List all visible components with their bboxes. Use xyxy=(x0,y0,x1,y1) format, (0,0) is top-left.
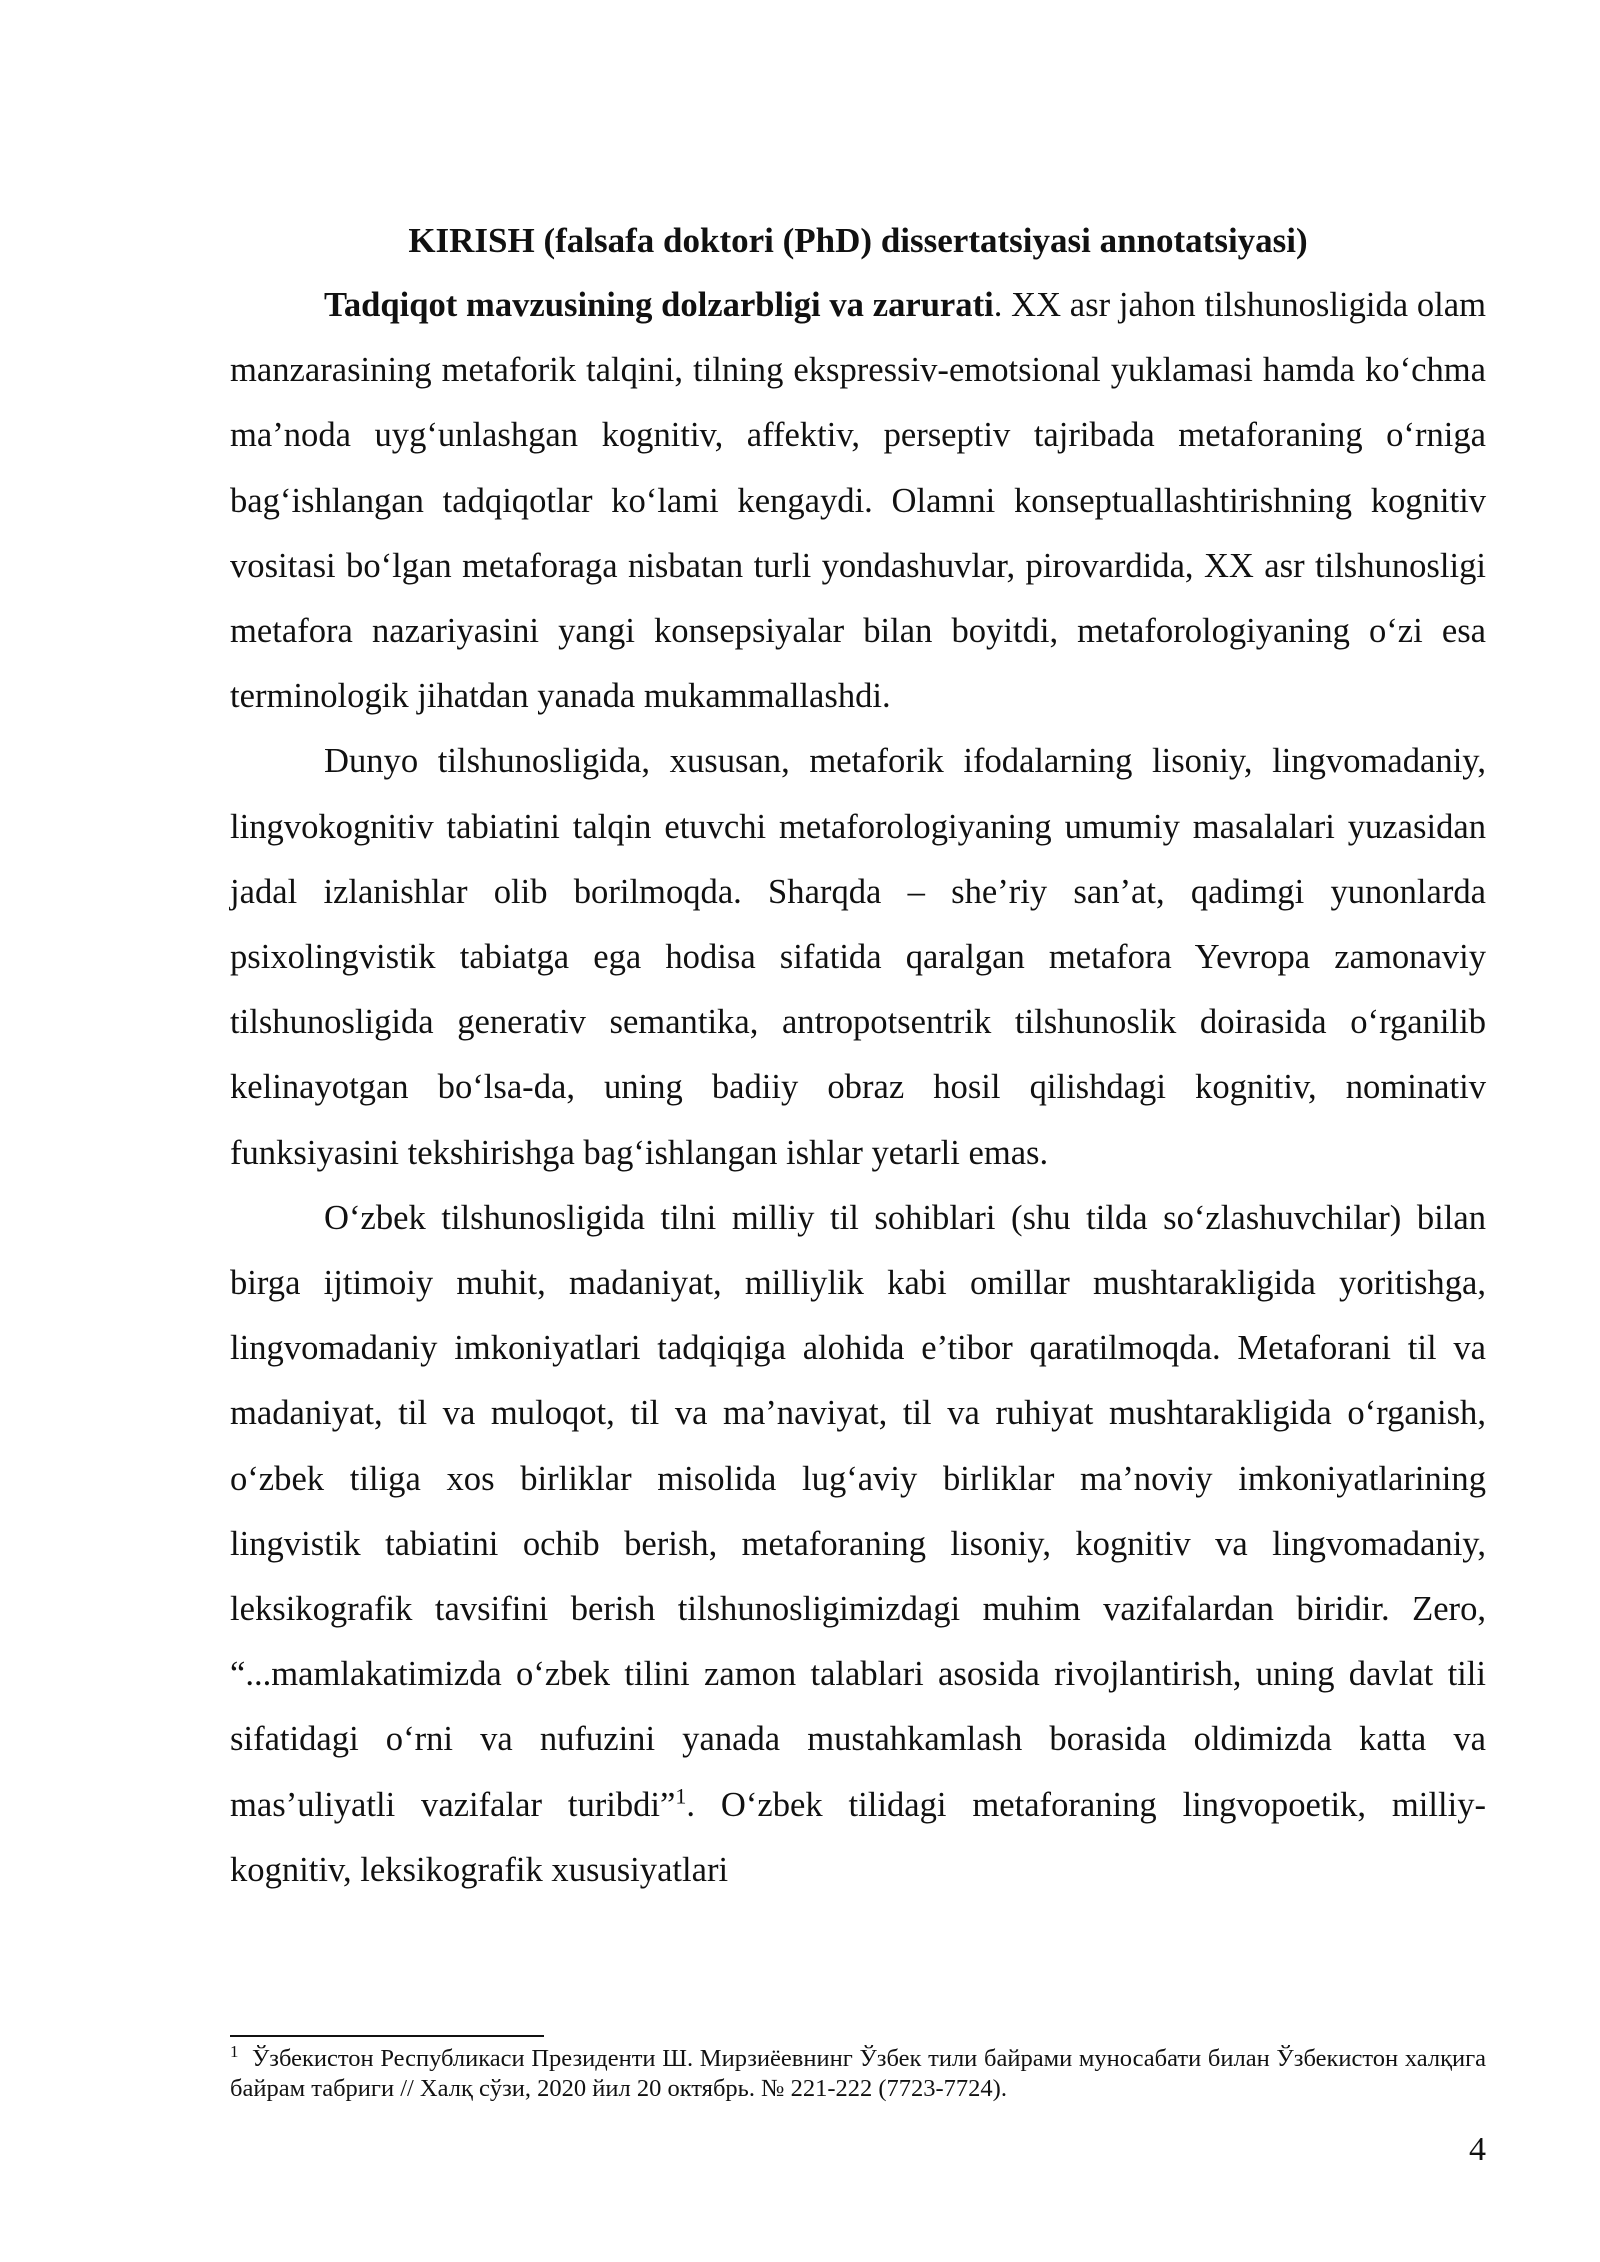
footnote-number: 1 xyxy=(230,2041,239,2061)
paragraph-uzbek-linguistics xyxy=(230,1186,1486,1903)
footnote-text: Ўзбекистон Республикаси Президенти Ш. Мирзиёевнинг Ўзбек тили байрами муносабати билан Ўзбекистон халқига байрам табриги // Халқ сўзи, 2020 йил 20 октябрь. № 221-222 (7723-7724). xyxy=(230,2045,1487,2102)
page-number: 4 xyxy=(1469,2131,1486,2168)
page-body xyxy=(230,208,1486,1903)
paragraph-text: Dunyo tilshunosligida, xususan, metaforik ifodalarning lisoniy, lingvomadaniy, lingvokognitiv tabiatini talqin etuvchi metaforologiyaning umumiy masalalari yuzasidan jadal izlanishlar olib borilmoqda. Sharqda – she’riy san’at, qadimgi yunonlarda psixolingvistik tabiatga ega hodisa sifatida qaralgan metafora Yevropa zamonaviy tilshunosligida generativ semantika, antropotsentrik tilshunoslik doirasida o‘rganilib kelinayotgan bo‘lsa-da, uning badiiy obraz hosil qilishdagi kognitiv, nominativ funksiyasini tekshirishga bag‘ishlangan ishlar yetarli emas. xyxy=(230,742,1486,1172)
paragraph-text: . O‘zbek tilidagi metaforaning lingvopoetik, milliy-kognitiv, leksikografik xususiyatlari xyxy=(230,1785,1487,1889)
paragraph-text: O‘zbek tilshunosligida tilni milliy til sohiblari (shu tilda so‘zlashuvchilar) bilan birga ijtimoiy muhit, madaniyat, milliylik kabi omillar mushtarakligida yoritishga, lingvomadaniy imkoniyatlari tadqiqiga alohida e’tibor qaratilmoqda. Metaforani til va madaniyat, til va muloqot, til va ma’naviyat, til va ruhiyat mushtarakligida o‘rganish, o‘zbek tiliga xos birliklar misolida lug‘aviy birliklar ma’noviy imkoniyatlarining lingvistik tabiatini ochib berish, metaforaning lisoniy, kognitiv va lingvomadaniy, leksikografik tavsifini berish tilshunosligimizdagi muhim vazifalardan biridir. Zero, “...mamlakatimizda o‘zbek tilini zamon talablari asosida rivojlantirish, uning davlat tili sifatidagi o‘rni va nufuzini yanada mustahkamlash borasida oldimizda katta va mas’uliyatli vazifalar turibdi” xyxy=(230,1198,1486,1824)
footnote-reference[interactable]: 1 xyxy=(675,1783,687,1809)
paragraph-relevance xyxy=(230,273,1486,729)
footnote-separator xyxy=(230,2035,544,2037)
paragraph-world-linguistics xyxy=(230,729,1486,1185)
paragraph-text: . XX asr jahon tilshunosligida olam manzarasining metaforik talqini, tilning ekspressiv-emotsional yuklamasi hamda ko‘chma ma’noda uyg‘unlashgan kognitiv, affektiv, perseptiv tajribada metaforaning o‘rniga bag‘ishlangan tadqiqotlar ko‘lami kengaydi. Olamni konseptuallashtirishning kognitiv vositasi bo‘lgan metaforaga nisbatan turli yondashuvlar, pirovardida, XX asr tilshunosligi metafora nazariyasini yangi konsepsiyalar bilan boyitdi, metaforologiyaning o‘zi esa terminologik jihatdan yanada mukammallashdi. xyxy=(230,286,1486,716)
footnote xyxy=(230,2041,1487,2104)
paragraph-lead-title: Tadqiqot mavzusining dolzarbligi va zarurati xyxy=(324,286,994,324)
page-title: KIRISH (falsafa doktori (PhD) dissertatsiyasi annotatsiyasi) xyxy=(408,221,1308,260)
